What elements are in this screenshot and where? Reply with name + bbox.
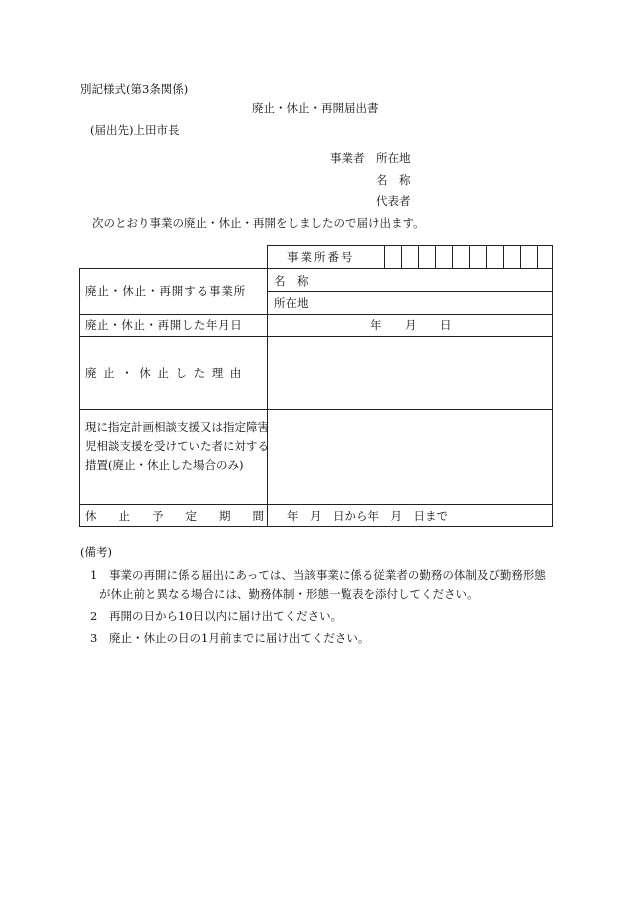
date-day: 日 [440, 318, 452, 332]
office-number-label: 事業所番号 [287, 250, 355, 264]
date-month: 月 [405, 318, 417, 332]
form-label: 別記様式(第3条関係) [80, 82, 189, 96]
row-divider [79, 504, 553, 505]
digit-divider [418, 245, 419, 269]
note-number: 1 [90, 568, 98, 582]
applicant-name-label: 名 称 [376, 173, 411, 187]
applicant-role: 事業者 [330, 151, 365, 165]
label-column-divider [267, 268, 268, 527]
office-name-label: 名 称 [274, 274, 309, 288]
digit-divider [537, 245, 538, 269]
digit-divider [503, 245, 504, 269]
note-item-3: 廃止・休止の日の1月前までに届け出てください。 [109, 631, 370, 645]
measures-label: 現に指定計画相談支援又は指定障害児相談支援を受けていた者に対する措置(廃止・休止した場合のみ) [85, 420, 269, 472]
note-item-1-line1: 事業の再開に係る届出にあっては、当該事業に係る従業者の勤務の体制及び勤務形態 [109, 568, 546, 582]
applicant-rep-label: 代表者 [376, 194, 411, 208]
addressee: (届出先)上田市長 [90, 123, 180, 137]
digit-divider [435, 245, 436, 269]
form-title: 廃止・休止・再開届出書 [252, 101, 379, 115]
digit-divider [469, 245, 470, 269]
digit-divider [486, 245, 487, 269]
office-address-label: 所在地 [274, 296, 309, 310]
period-value: 年 月 日から年 月 日まで [287, 509, 448, 523]
note-number: 2 [90, 609, 98, 623]
row-divider [79, 409, 553, 410]
office-label: 廃止・休止・再開する事業所 [85, 284, 247, 298]
note-item-1-line2: が休止前と異なる場合には、勤務体制・形態一覧表を添付してください。 [99, 587, 479, 601]
note-number: 3 [90, 631, 98, 645]
row-divider [267, 291, 553, 292]
digit-divider [452, 245, 453, 269]
digit-divider [520, 245, 521, 269]
date-year: 年 [370, 318, 382, 332]
row-divider [79, 314, 553, 315]
reason-label: 廃止・休止した理由 [85, 366, 248, 380]
notes-heading: (備考) [80, 545, 112, 559]
note-item-2: 再開の日から10日以内に届け出てください。 [109, 609, 343, 623]
date-label: 廃止・休止・再開した年月日 [85, 318, 243, 332]
row-divider [79, 336, 553, 337]
period-label: 休止予定期間 [85, 509, 286, 523]
main-table [79, 268, 553, 527]
applicant-address-label: 所在地 [376, 151, 411, 165]
digit-divider [384, 245, 385, 269]
digit-divider [401, 245, 402, 269]
intro-text: 次のとおり事業の廃止・休止・再開をしましたので届け出ます。 [92, 216, 425, 230]
